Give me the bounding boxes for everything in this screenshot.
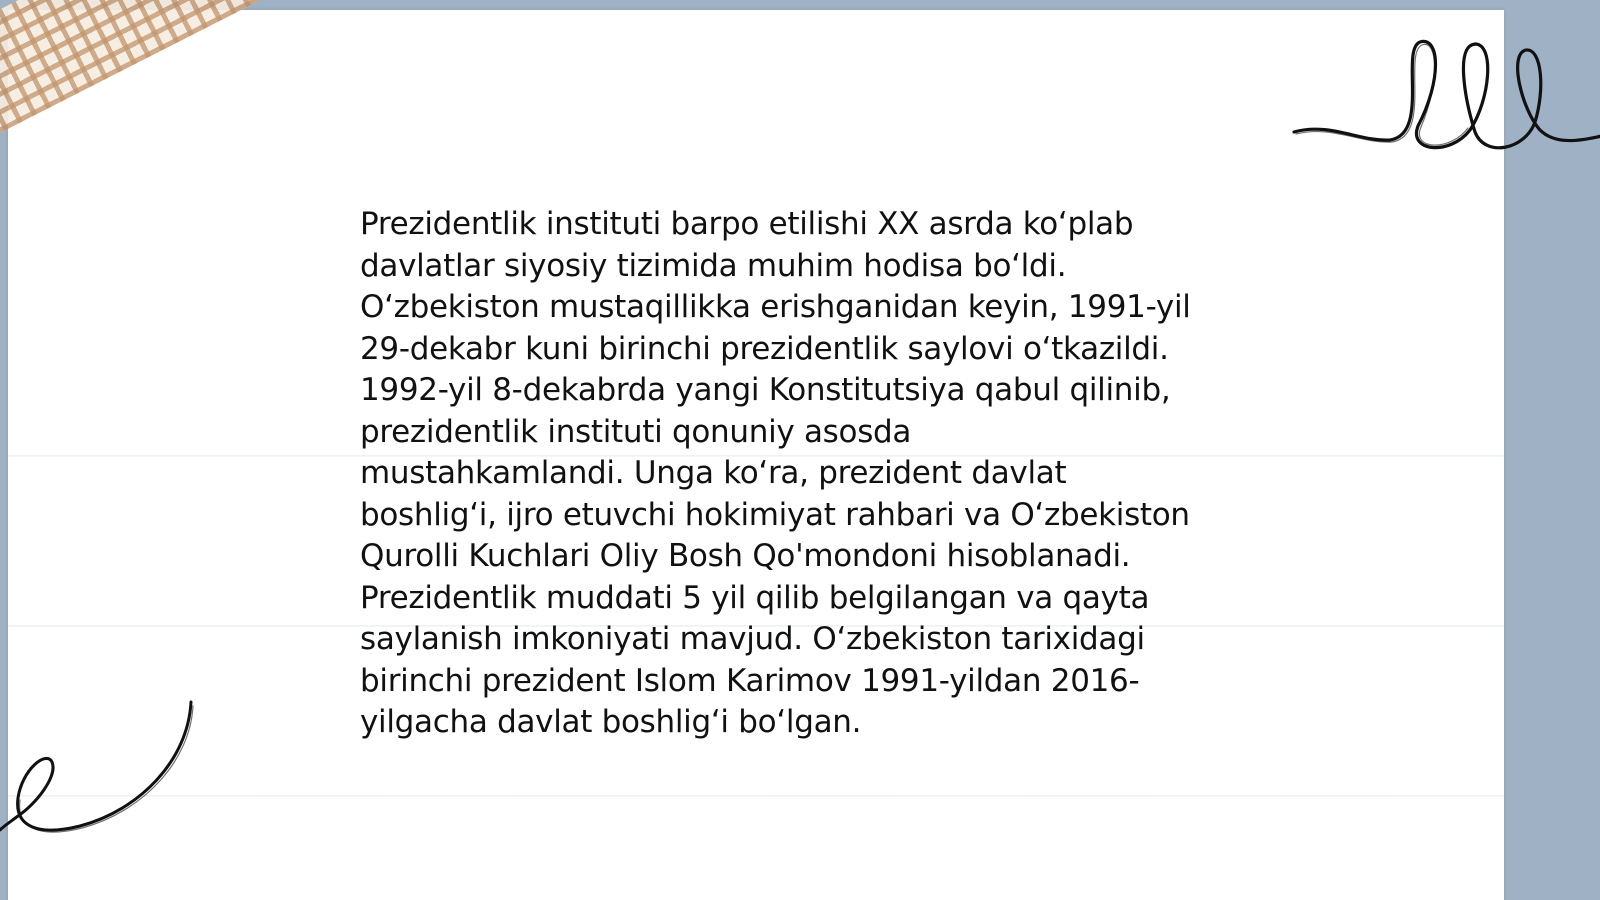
slide-body-text: Prezidentlik instituti barpo etilishi XX asrda koʻplab davlatlar siyosiy tizimida muhim hodisa boʻldi. Oʻzbekiston mustaqillikka erishganidan keyin, 1991-yil 29-dekabr kuni birinchi prezidentlik saylovi oʻtkazildi. 1992-yil 8-dekabrda yangi Konstitutsiya qabul qilinib, prezidentlik instituti qonuniy asosda mustahkamlandi. Unga koʻra, prezident davlat boshligʻi, ijro etuvchi hokimiyat rahbari va Oʻzbekiston Qurolli Kuchlari Oliy Bosh Qo'mondoni hisoblanadi. Prezidentlik muddati 5 yil qilib belgilangan va qayta saylanish imkoniyati mavjud. Oʻzbekiston tarixidagi birinchi prezident Islom Karimov 1991-yildan 2016- yilgacha davlat boshligʻi boʻlgan. (360, 206, 1191, 740)
swirl-scribble-decoration (0, 700, 200, 850)
paper-fold-line (8, 795, 1504, 797)
loop-scribble-decoration (1290, 30, 1600, 170)
